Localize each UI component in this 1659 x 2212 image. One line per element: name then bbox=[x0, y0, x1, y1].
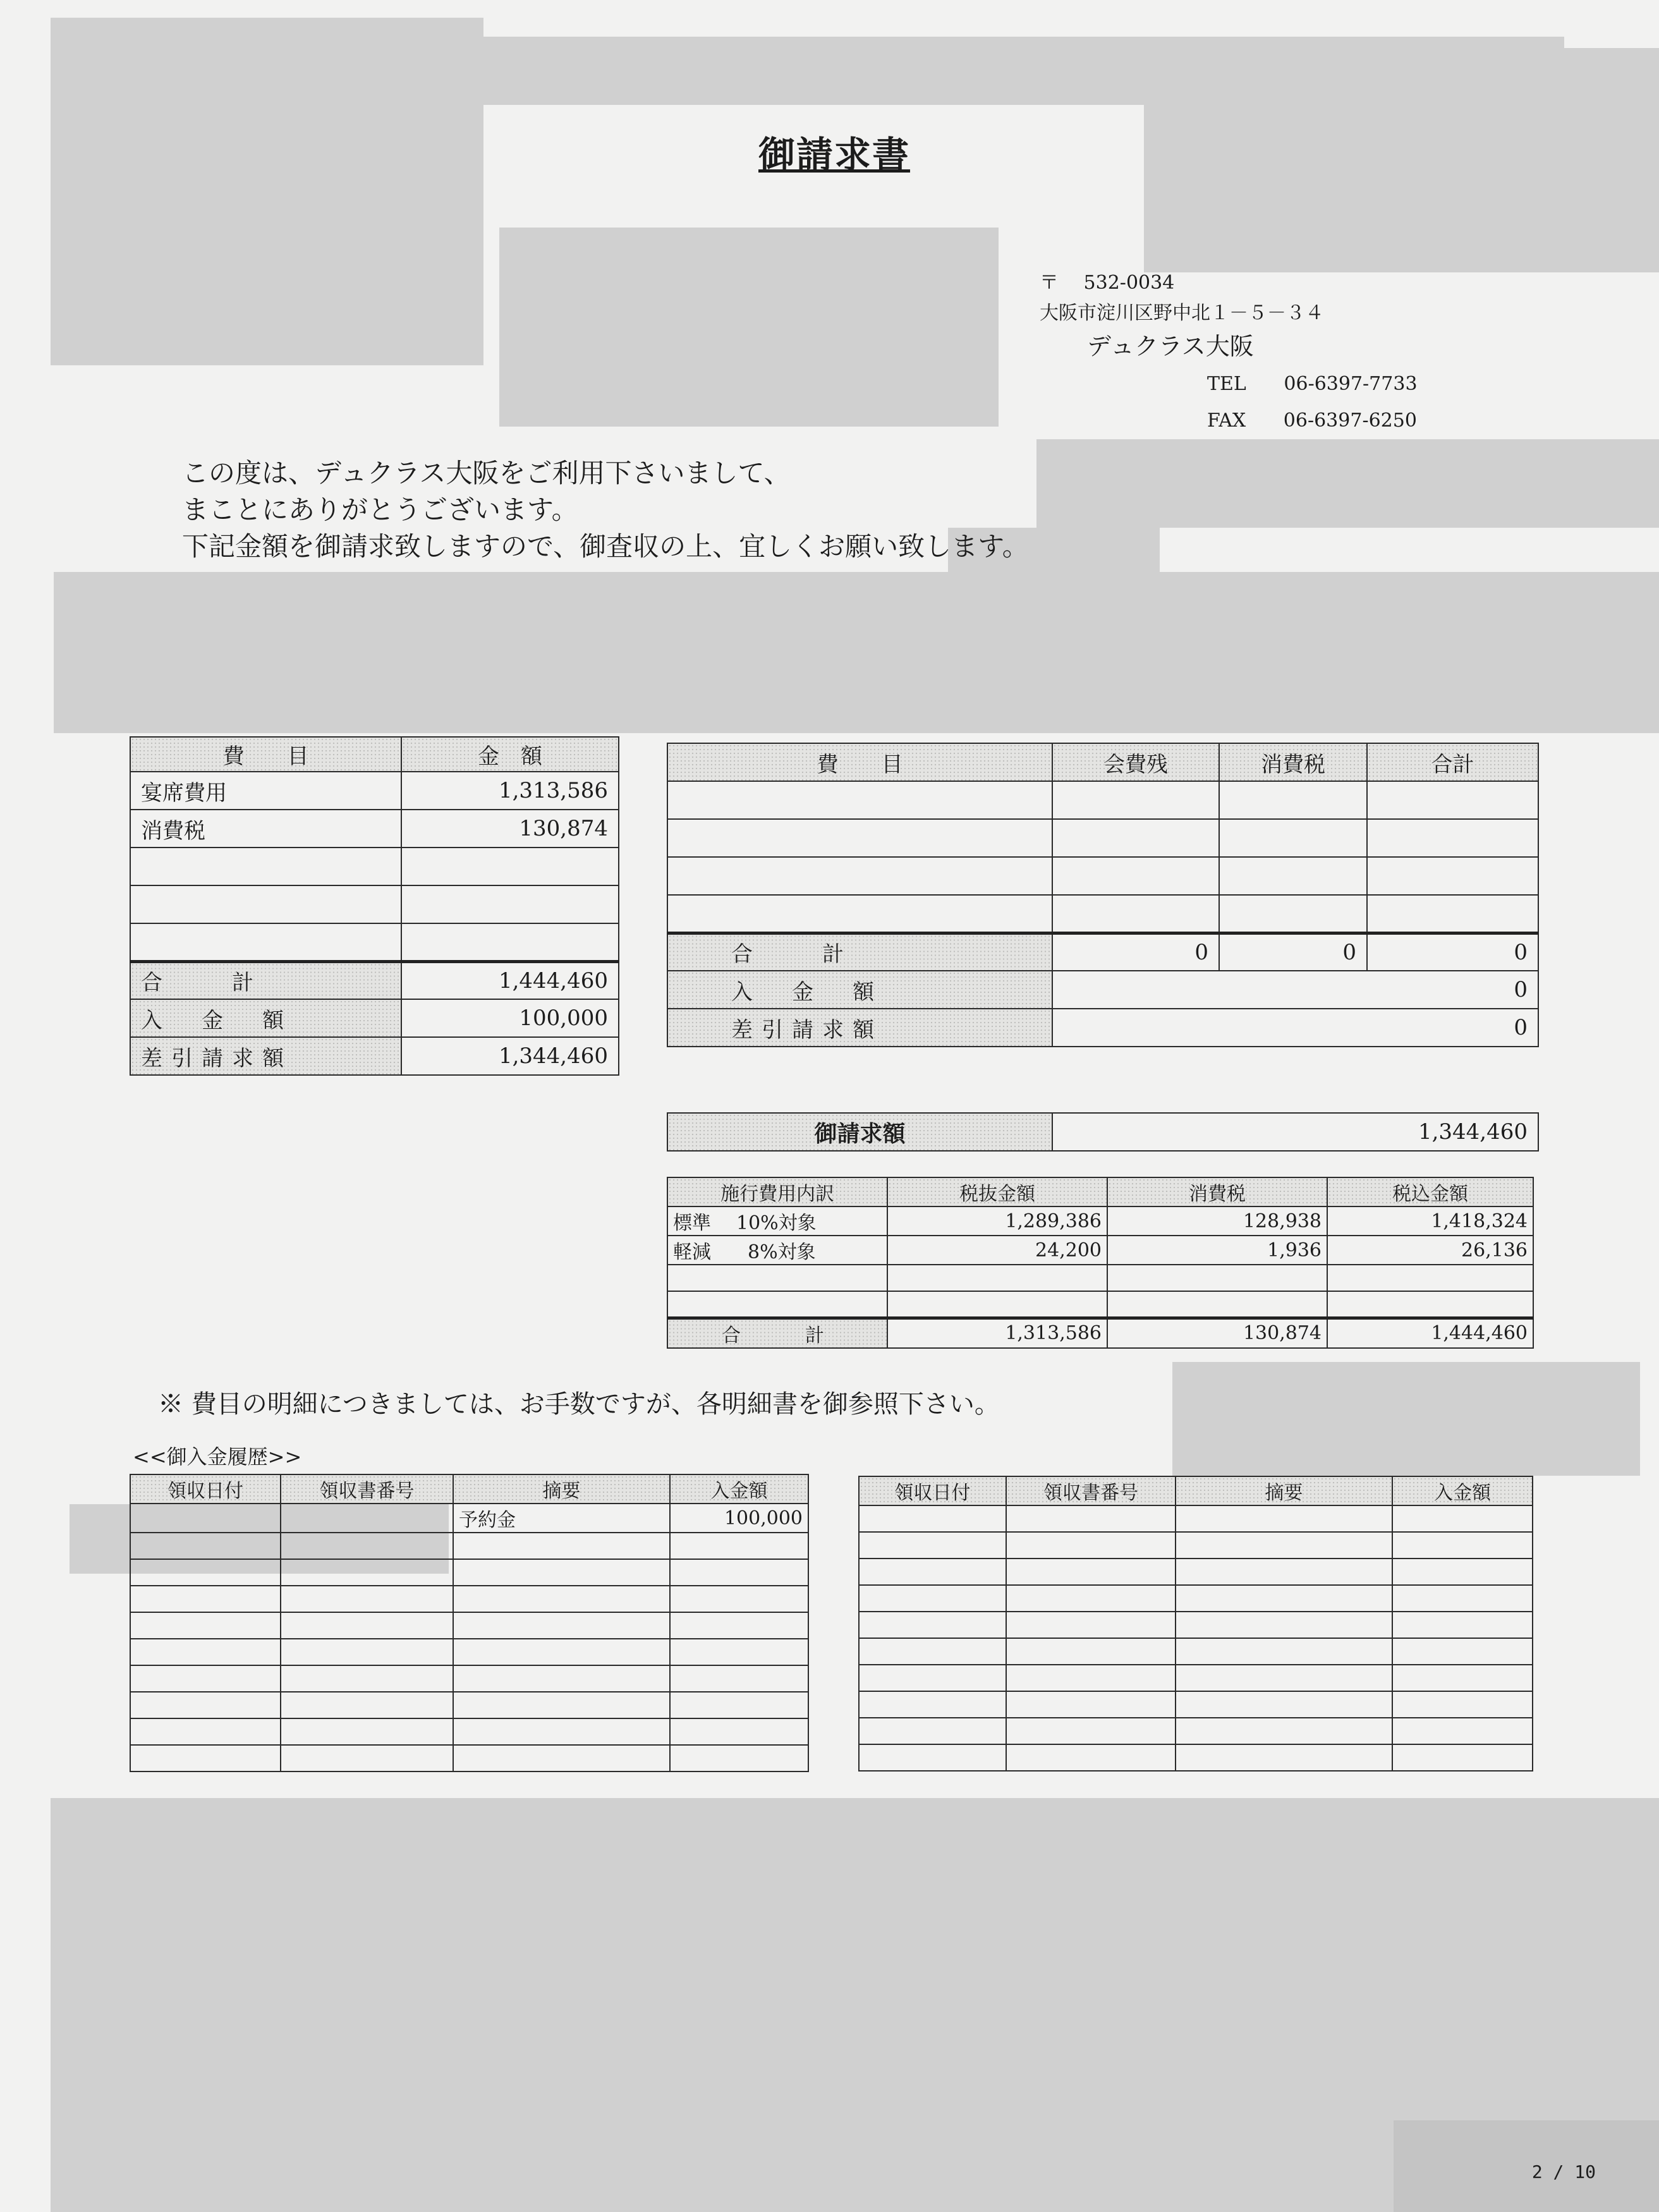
table-row bbox=[667, 895, 1538, 933]
col-header-tax: 消費税 bbox=[1219, 743, 1367, 781]
empty-cell bbox=[281, 1639, 453, 1665]
empty-cell bbox=[670, 1639, 808, 1665]
empty-cell bbox=[130, 1533, 281, 1559]
empty-cell bbox=[453, 1745, 670, 1771]
empty-cell bbox=[667, 1291, 887, 1318]
empty-cell bbox=[859, 1612, 1006, 1638]
empty-cell bbox=[1219, 857, 1367, 895]
table-row bbox=[130, 1612, 808, 1639]
empty-cell bbox=[130, 1612, 281, 1639]
empty-cell bbox=[453, 1692, 670, 1718]
empty-cell bbox=[130, 1639, 281, 1665]
gross-total: 1,444,460 bbox=[1327, 1318, 1533, 1348]
empty-cell bbox=[1367, 781, 1538, 819]
total-label: 合 計 bbox=[667, 933, 1052, 971]
empty-cell bbox=[1392, 1559, 1533, 1585]
tax-cell: 128,938 bbox=[1107, 1206, 1327, 1236]
col-header-total: 合計 bbox=[1367, 743, 1538, 781]
empty-cell bbox=[130, 848, 401, 885]
col-header-item: 費 目 bbox=[667, 743, 1052, 781]
empty-cell bbox=[667, 1265, 887, 1291]
fax-number: 06-6397-6250 bbox=[1283, 410, 1417, 432]
memo-cell: 予約金 bbox=[453, 1504, 670, 1533]
col-header-gross: 税込金額 bbox=[1327, 1177, 1533, 1206]
empty-cell bbox=[1107, 1291, 1327, 1318]
empty-cell bbox=[453, 1639, 670, 1665]
page-indicator-box bbox=[1394, 2120, 1659, 2212]
table-row bbox=[130, 1745, 808, 1771]
rate-target: 10%対象 bbox=[736, 1212, 817, 1234]
empty-cell bbox=[130, 885, 401, 923]
empty-cell bbox=[1392, 1638, 1533, 1665]
table-row bbox=[859, 1532, 1533, 1559]
empty-cell bbox=[670, 1745, 808, 1771]
table-row bbox=[859, 1585, 1533, 1612]
table-row bbox=[130, 1559, 808, 1586]
empty-cell bbox=[281, 1533, 453, 1559]
balance-label: 差引請求額 bbox=[667, 1009, 1052, 1047]
empty-cell bbox=[1176, 1691, 1392, 1718]
empty-cell bbox=[1006, 1744, 1176, 1771]
empty-cell bbox=[401, 923, 619, 961]
empty-cell bbox=[1006, 1559, 1176, 1585]
table-row bbox=[130, 772, 619, 810]
empty-cell bbox=[130, 1745, 281, 1771]
rate-cell bbox=[667, 1206, 887, 1236]
table-row bbox=[130, 1533, 808, 1559]
balance-value: 1,344,460 bbox=[401, 1037, 619, 1075]
empty-cell bbox=[1052, 819, 1219, 857]
empty-cell bbox=[401, 885, 619, 923]
empty-cell bbox=[130, 1586, 281, 1612]
issuer-name: デュクラス大阪 bbox=[1087, 332, 1254, 360]
empty-cell bbox=[281, 1586, 453, 1612]
rate-kind: 軽減 bbox=[673, 1241, 711, 1263]
net-cell: 24,200 bbox=[887, 1236, 1107, 1265]
table-row bbox=[859, 1665, 1533, 1691]
total-row bbox=[130, 961, 619, 999]
item-cell: 宴席費用 bbox=[130, 772, 401, 810]
table-row bbox=[859, 1638, 1533, 1665]
empty-cell bbox=[670, 1559, 808, 1586]
table-row bbox=[859, 1612, 1533, 1638]
gross-cell: 26,136 bbox=[1327, 1236, 1533, 1265]
empty-cell bbox=[1392, 1505, 1533, 1532]
col-header-memo: 摘要 bbox=[453, 1474, 670, 1504]
empty-cell bbox=[859, 1559, 1006, 1585]
empty-cell bbox=[1219, 781, 1367, 819]
empty-cell bbox=[1367, 857, 1538, 895]
col-header-tax: 消費税 bbox=[1107, 1177, 1327, 1206]
empty-cell bbox=[1367, 819, 1538, 857]
table-row bbox=[859, 1559, 1533, 1585]
empty-cell bbox=[453, 1533, 670, 1559]
table-row bbox=[667, 781, 1538, 819]
empty-cell bbox=[1052, 857, 1219, 895]
col-header-receipt-no: 領収書番号 bbox=[281, 1474, 453, 1504]
empty-cell bbox=[859, 1638, 1006, 1665]
empty-cell bbox=[887, 1265, 1107, 1291]
empty-cell bbox=[1006, 1612, 1176, 1638]
empty-cell bbox=[453, 1586, 670, 1612]
empty-cell bbox=[1176, 1638, 1392, 1665]
postal-mark: 〒 bbox=[1040, 272, 1059, 294]
total-value: 0 bbox=[1367, 933, 1538, 971]
empty-cell bbox=[1392, 1612, 1533, 1638]
amount-cell: 1,313,586 bbox=[401, 772, 619, 810]
table-row bbox=[130, 885, 619, 923]
redaction-block bbox=[1144, 48, 1659, 272]
table-row bbox=[859, 1691, 1533, 1718]
empty-cell bbox=[670, 1586, 808, 1612]
paid-value: 0 bbox=[1052, 971, 1538, 1009]
greeting-message bbox=[182, 455, 1029, 565]
payment-history-table-left bbox=[130, 1474, 809, 1772]
table-row bbox=[130, 1504, 808, 1533]
col-header-date: 領収日付 bbox=[130, 1474, 281, 1504]
empty-cell bbox=[1176, 1612, 1392, 1638]
col-header-amount: 入金額 bbox=[1392, 1476, 1533, 1505]
greeting-line: 下記金額を御請求致しますので、御査収の上、宜しくお願い致します。 bbox=[182, 531, 1029, 562]
payment-history-label: <<御入金履歴>> bbox=[133, 1445, 302, 1469]
table-row bbox=[859, 1718, 1533, 1744]
gross-cell: 1,418,324 bbox=[1327, 1206, 1533, 1236]
right-summary-table bbox=[667, 743, 1539, 1047]
total-value: 0 bbox=[1052, 933, 1219, 971]
tax-total: 130,874 bbox=[1107, 1318, 1327, 1348]
paid-label: 入 金 額 bbox=[130, 999, 401, 1037]
empty-cell bbox=[1176, 1532, 1392, 1559]
col-header-remaining: 会費残 bbox=[1052, 743, 1219, 781]
table-row bbox=[130, 1586, 808, 1612]
table-row bbox=[859, 1505, 1533, 1532]
col-header-net: 税抜金額 bbox=[887, 1177, 1107, 1206]
balance-value: 0 bbox=[1052, 1009, 1538, 1047]
grand-total-value: 1,344,460 bbox=[1052, 1113, 1538, 1151]
empty-cell bbox=[1176, 1665, 1392, 1691]
empty-cell bbox=[1392, 1665, 1533, 1691]
empty-cell bbox=[453, 1612, 670, 1639]
empty-cell bbox=[1327, 1265, 1533, 1291]
col-header-receipt-no: 領収書番号 bbox=[1006, 1476, 1176, 1505]
total-row bbox=[667, 1318, 1533, 1348]
empty-cell bbox=[1006, 1505, 1176, 1532]
empty-cell bbox=[1107, 1265, 1327, 1291]
left-summary-table bbox=[130, 736, 619, 1076]
col-header-breakdown: 施行費用内訳 bbox=[667, 1177, 887, 1206]
rate-cell bbox=[667, 1236, 887, 1265]
fax-label: FAX bbox=[1207, 410, 1246, 432]
balance-label: 差引請求額 bbox=[130, 1037, 401, 1075]
empty-cell bbox=[1327, 1291, 1533, 1318]
empty-cell bbox=[667, 781, 1052, 819]
total-row bbox=[667, 933, 1538, 971]
empty-cell bbox=[859, 1665, 1006, 1691]
table-row bbox=[667, 1265, 1533, 1291]
breakdown-table bbox=[667, 1177, 1534, 1349]
empty-cell bbox=[130, 1504, 281, 1533]
amount-cell: 130,874 bbox=[401, 810, 619, 848]
rate-target: 8%対象 bbox=[748, 1241, 816, 1263]
page-indicator: 2 / 10 bbox=[1531, 2161, 1596, 2182]
table-row bbox=[667, 1236, 1533, 1265]
paid-row bbox=[667, 971, 1538, 1009]
empty-cell bbox=[453, 1559, 670, 1586]
table-row bbox=[130, 810, 619, 848]
col-header-amount: 金 額 bbox=[401, 737, 619, 772]
empty-cell bbox=[281, 1692, 453, 1718]
empty-cell bbox=[667, 857, 1052, 895]
paid-value: 100,000 bbox=[401, 999, 619, 1037]
empty-cell bbox=[281, 1559, 453, 1586]
empty-cell bbox=[281, 1612, 453, 1639]
net-cell: 1,289,386 bbox=[887, 1206, 1107, 1236]
table-row bbox=[667, 1206, 1533, 1236]
empty-cell bbox=[1176, 1505, 1392, 1532]
col-header-item: 費 目 bbox=[130, 737, 401, 772]
empty-cell bbox=[281, 1665, 453, 1692]
tel-number: 06-6397-7733 bbox=[1284, 373, 1418, 395]
empty-cell bbox=[887, 1291, 1107, 1318]
empty-cell bbox=[130, 1559, 281, 1586]
table-row bbox=[130, 848, 619, 885]
redaction-block bbox=[1172, 1362, 1640, 1476]
empty-cell bbox=[1219, 895, 1367, 933]
payment-history-table-right bbox=[858, 1476, 1533, 1771]
empty-cell bbox=[670, 1533, 808, 1559]
empty-cell bbox=[667, 819, 1052, 857]
empty-cell bbox=[1392, 1585, 1533, 1612]
balance-row bbox=[667, 1009, 1538, 1047]
empty-cell bbox=[1006, 1718, 1176, 1744]
empty-cell bbox=[1392, 1691, 1533, 1718]
postal-code: 532-0034 bbox=[1083, 272, 1175, 294]
empty-cell bbox=[859, 1505, 1006, 1532]
col-header-amount: 入金額 bbox=[670, 1474, 808, 1504]
grand-total-label: 御請求額 bbox=[667, 1113, 1052, 1151]
col-header-memo: 摘要 bbox=[1176, 1476, 1392, 1505]
document-title: 御請求書 bbox=[758, 133, 911, 176]
empty-cell bbox=[130, 1718, 281, 1745]
table-row bbox=[130, 923, 619, 961]
empty-cell bbox=[130, 923, 401, 961]
col-header-date: 領収日付 bbox=[859, 1476, 1006, 1505]
empty-cell bbox=[859, 1744, 1006, 1771]
grand-total-table bbox=[667, 1112, 1539, 1152]
empty-cell bbox=[130, 1665, 281, 1692]
empty-cell bbox=[667, 895, 1052, 933]
amount-cell: 100,000 bbox=[670, 1504, 808, 1533]
empty-cell bbox=[130, 1692, 281, 1718]
total-label: 合 計 bbox=[667, 1318, 887, 1348]
table-row bbox=[667, 857, 1538, 895]
table-row bbox=[130, 1718, 808, 1745]
greeting-line: この度は、デュクラス大阪をご利用下さいまして、 bbox=[182, 458, 791, 489]
empty-cell bbox=[859, 1585, 1006, 1612]
tel-label: TEL bbox=[1207, 373, 1246, 395]
empty-cell bbox=[1006, 1638, 1176, 1665]
empty-cell bbox=[453, 1665, 670, 1692]
empty-cell bbox=[1392, 1532, 1533, 1559]
empty-cell bbox=[1392, 1744, 1533, 1771]
paid-label: 入 金 額 bbox=[667, 971, 1052, 1009]
table-row bbox=[130, 1692, 808, 1718]
empty-cell bbox=[1392, 1718, 1533, 1744]
tax-cell: 1,936 bbox=[1107, 1236, 1327, 1265]
empty-cell bbox=[1176, 1718, 1392, 1744]
empty-cell bbox=[1052, 781, 1219, 819]
total-value: 0 bbox=[1219, 933, 1367, 971]
empty-cell bbox=[281, 1504, 453, 1533]
empty-cell bbox=[859, 1532, 1006, 1559]
empty-cell bbox=[1006, 1585, 1176, 1612]
table-row bbox=[130, 1639, 808, 1665]
redaction-block bbox=[499, 228, 999, 427]
redaction-block bbox=[51, 18, 483, 365]
empty-cell bbox=[1219, 819, 1367, 857]
table-row bbox=[667, 819, 1538, 857]
balance-row bbox=[130, 1037, 619, 1075]
redaction-block bbox=[1036, 439, 1659, 528]
table-row bbox=[859, 1744, 1533, 1771]
redaction-block bbox=[54, 572, 1659, 733]
empty-cell bbox=[1176, 1744, 1392, 1771]
empty-cell bbox=[281, 1745, 453, 1771]
net-total: 1,313,586 bbox=[887, 1318, 1107, 1348]
empty-cell bbox=[401, 848, 619, 885]
empty-cell bbox=[670, 1692, 808, 1718]
empty-cell bbox=[1006, 1691, 1176, 1718]
paid-row bbox=[130, 999, 619, 1037]
empty-cell bbox=[670, 1718, 808, 1745]
empty-cell bbox=[1176, 1585, 1392, 1612]
table-row bbox=[130, 1665, 808, 1692]
rate-kind: 標準 bbox=[673, 1212, 711, 1234]
empty-cell bbox=[1006, 1665, 1176, 1691]
empty-cell bbox=[1052, 895, 1219, 933]
empty-cell bbox=[281, 1718, 453, 1745]
empty-cell bbox=[453, 1718, 670, 1745]
empty-cell bbox=[1176, 1559, 1392, 1585]
empty-cell bbox=[670, 1612, 808, 1639]
empty-cell bbox=[670, 1665, 808, 1692]
empty-cell bbox=[859, 1718, 1006, 1744]
greeting-line: まことにありがとうございます。 bbox=[182, 494, 578, 525]
table-row bbox=[667, 1291, 1533, 1318]
issuer-address: 大阪市淀川区野中北１－５－３４ bbox=[1040, 302, 1324, 324]
item-cell: 消費税 bbox=[130, 810, 401, 848]
reference-note: ※ 費目の明細につきましては、お手数ですが、各明細書を御参照下さい。 bbox=[158, 1390, 1000, 1419]
total-value: 1,444,460 bbox=[401, 961, 619, 999]
empty-cell bbox=[1006, 1532, 1176, 1559]
empty-cell bbox=[859, 1691, 1006, 1718]
total-label: 合 計 bbox=[130, 961, 401, 999]
empty-cell bbox=[1367, 895, 1538, 933]
